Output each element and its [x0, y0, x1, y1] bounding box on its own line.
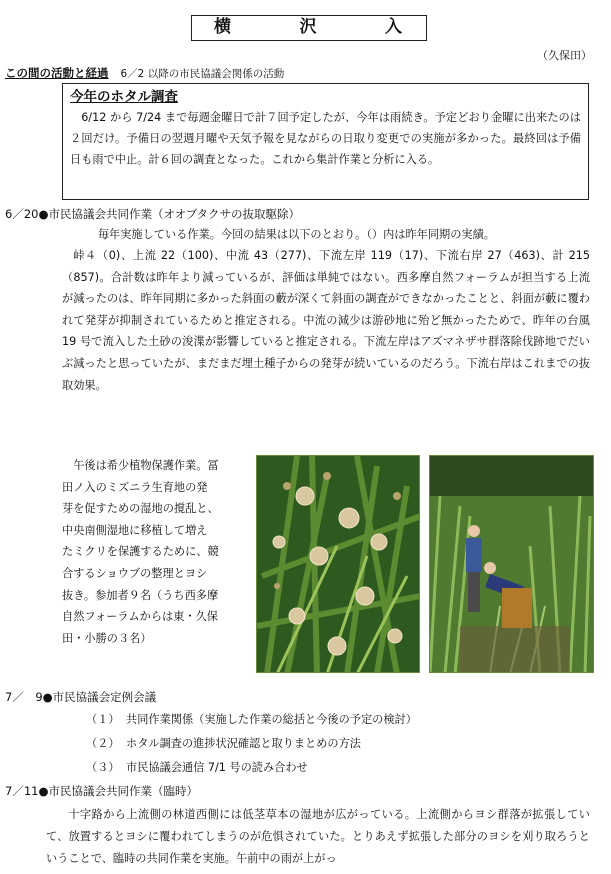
photo-mikuri-plant — [256, 455, 420, 673]
agenda-item-3 — [86, 758, 308, 778]
hotaru-survey-box — [62, 83, 589, 200]
hotaru-body: 6/12 から 7/24 まで毎週金曜日で計７回予定したが、今年は雨続き。予定どおり金曜に出来たのは２回だけ。予備日の翌週月曜や天気予報を見ながらの日取り変更での実施が多かった。最終回は予備日も雨で中止。計６回の調査となった。これから集計作業と分析に入る。 — [70, 111, 581, 166]
agenda-item-number: （１） — [86, 713, 120, 726]
entry-0709-head: 7／ 9●市民協議会定例会議 — [5, 690, 157, 704]
wetland-work-illustration — [430, 456, 594, 673]
title-char-2: 沢 — [299, 17, 319, 38]
afternoon-line: 芽を促すための湿地の撹乱と、 — [62, 502, 219, 516]
section-title: この間の活動と経過 — [5, 66, 109, 80]
agenda-item-text: ホタル調査の進捗状況確認と取りまとめの方法 — [126, 737, 361, 750]
afternoon-line: 合するショウブの整理とヨシ — [62, 566, 208, 580]
author: （久保田） — [537, 49, 592, 62]
section-subtitle: 6／2 以降の市民協議会関係の活動 — [120, 68, 285, 80]
entry-0711-body: 十字路から上流側の林道西側には低茎草本の湿地が広がっている。上流側からヨシ群落が拡張していて、放置するとヨシに覆われてしまうのが危惧されていた。とりあえず拡張した部分のヨシを刈り取ろうということで、臨時の共同作業を実施。午前中の雨が上がっ — [46, 808, 590, 865]
document-title — [191, 15, 427, 41]
agenda-item-text: 市民協議会通信 7/1 号の読み合わせ — [126, 761, 308, 774]
entry-0711-head: 7／11●市民協議会共同作業（臨時） — [5, 784, 198, 798]
photo-wetland-work — [429, 455, 594, 673]
afternoon-line: たミクリを保護するために、競 — [62, 545, 219, 559]
title-char-3: 入 — [385, 17, 404, 38]
entry-0620-intro: 毎年実施している作業。今回の結果は以下のとおり。（）内は昨年同期の実績。 — [97, 228, 495, 241]
afternoon-line: 中央南側湿地に移植して増え — [62, 523, 208, 537]
agenda-item-2 — [86, 734, 361, 754]
mikuri-plant-illustration — [257, 456, 420, 673]
agenda-item-number: （３） — [86, 761, 120, 774]
afternoon-line: 午後は希少植物保護作業。冨 — [73, 459, 219, 472]
section-heading — [5, 64, 284, 85]
entry-0620-body: 峠４（0)、上流 22（100)、中流 43（277)、下流左岸 119（17)、下流右岸 27（463)、計 215（857)。合計数は昨年より減っているが、評価は単純ではない。西多摩自然フォーラムが担当する上流が減ったのは、昨年同期に多かった斜面の藪が深くて斜面の調査ができなかったことと、斜面が藪に覆われて発芽が抑制されているためと推定される。中流の減少は游砂地に殆ど無かったためで、昨年の台風 19 号で流入した土砂の浚渫が影響していると推定される。下流左岸はアズマネザサ群落除伐跡地でだいぶ減ったと思っていたが、まだまだ埋土種子からの発芽が続いているのだろう。下流右岸はこれまでの抜取効果。 — [62, 249, 590, 392]
title-char-1: 横 — [214, 17, 233, 38]
afternoon-line: 抜き。参加者９名（うち西多摩 — [62, 588, 219, 602]
entry-0620-afternoon — [62, 455, 252, 649]
afternoon-line: 田ノ入のミズニラ生育地の発 — [62, 480, 208, 494]
afternoon-line: 自然フォーラムからは東・久保 — [62, 610, 218, 624]
entry-0620-head: 6／20●市民協議会共同作業（オオブタクサの抜取駆除） — [5, 207, 300, 221]
agenda-item-1 — [86, 710, 417, 730]
agenda-item-text: 共同作業関係（実施した作業の総括と今後の予定の検討） — [126, 713, 417, 726]
agenda-item-number: （２） — [86, 737, 120, 750]
afternoon-line: 田・小勝の３名） — [62, 631, 152, 645]
hotaru-heading: 今年のホタル調査 — [70, 89, 178, 105]
